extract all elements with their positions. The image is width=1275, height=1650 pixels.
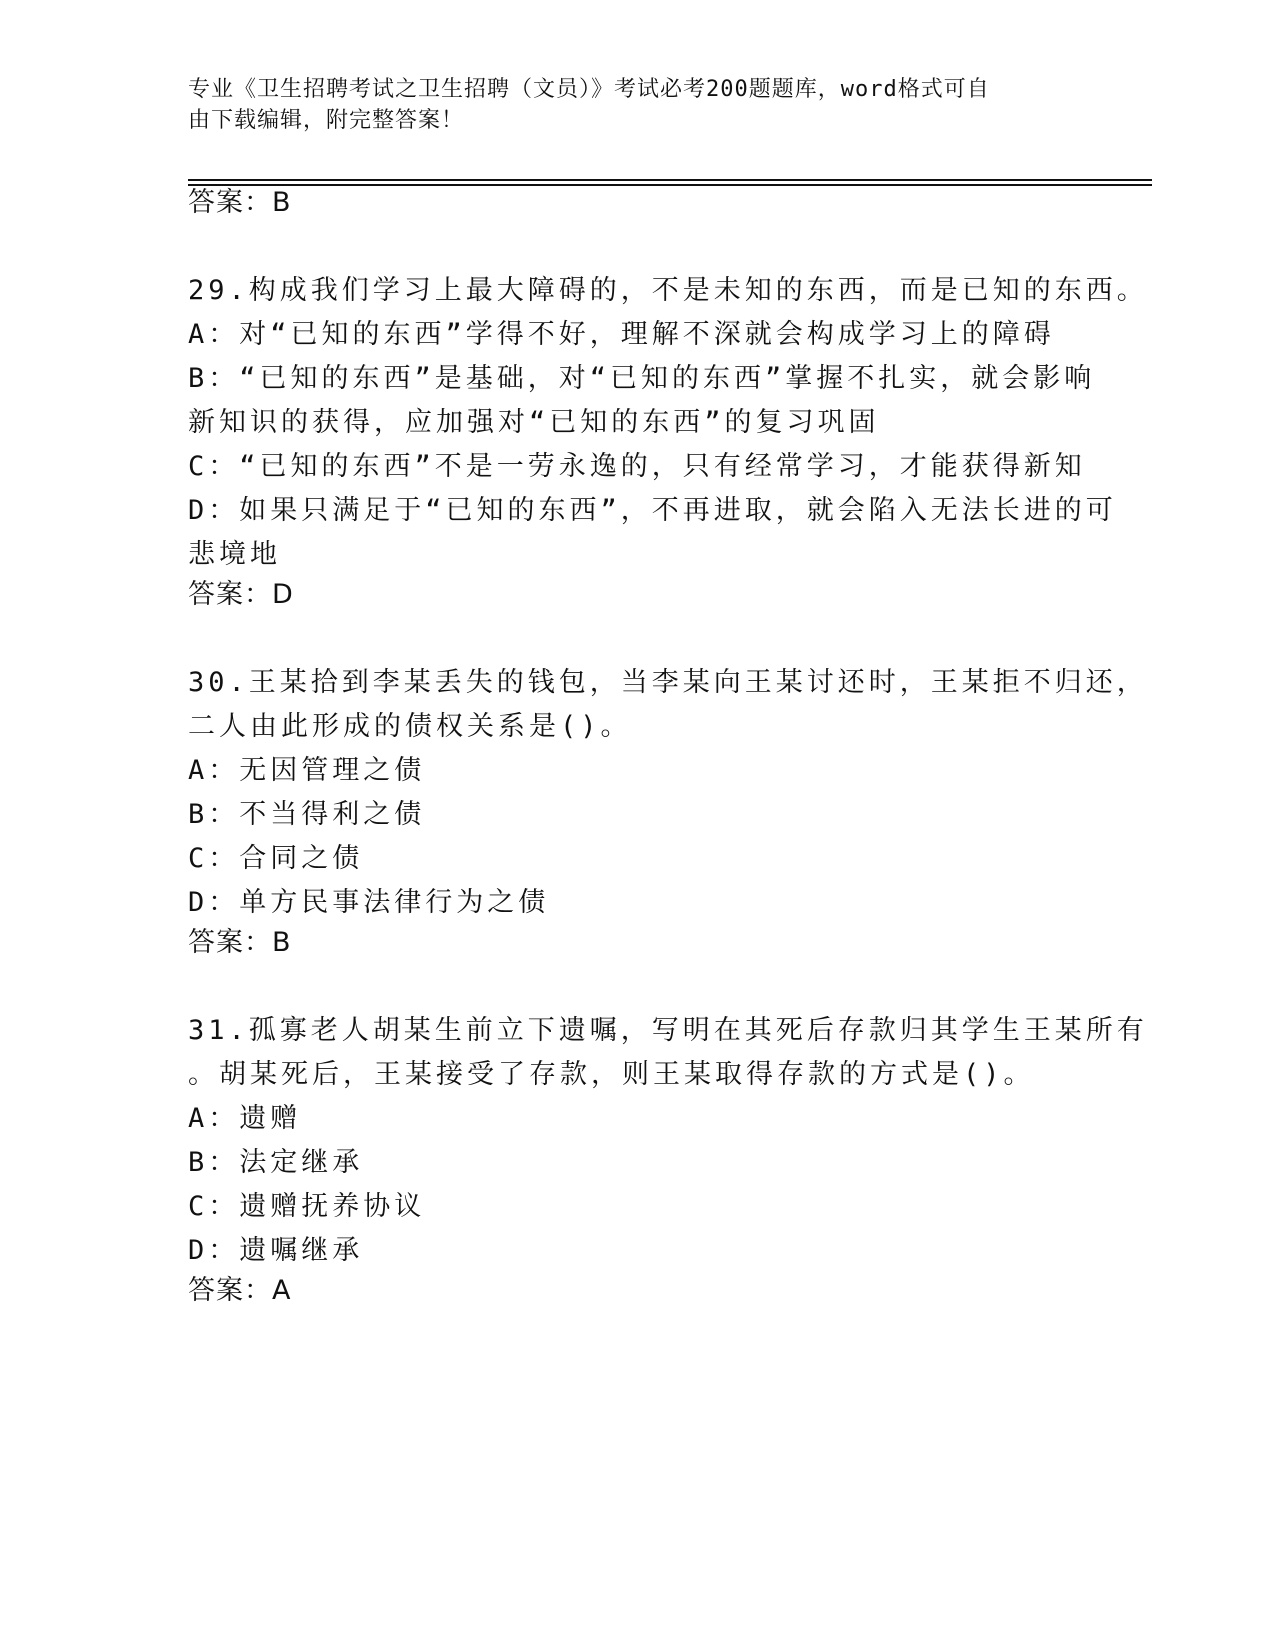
question-31-option-a: A：遗赠 bbox=[188, 1103, 302, 1134]
question-29-option-a: A：对“已知的东西”学得不好，理解不深就会构成学习上的障碍 bbox=[188, 319, 1055, 350]
header-rule-bottom bbox=[188, 184, 1152, 186]
question-29-option-d-line-1: D：如果只满足于“已知的东西”，不再进取，就会陷入无法长进的可 bbox=[188, 495, 1117, 526]
question-29-option-c: C：“已知的东西”不是一劳永逸的，只有经常学习，才能获得新知 bbox=[188, 451, 1086, 482]
question-30-option-d: D：单方民事法律行为之债 bbox=[188, 887, 550, 918]
question-30-stem-line-1: 30.王某拾到李某丢失的钱包，当李某向王某讨还时，王某拒不归还， bbox=[188, 667, 1148, 698]
question-31-option-c: C：遗赠抚养协议 bbox=[188, 1191, 426, 1222]
question-30-option-b: B：不当得利之债 bbox=[188, 799, 426, 830]
question-29-option-b-line-1: B：“已知的东西”是基础，对“已知的东西”掌握不扎实，就会影响 bbox=[188, 363, 1096, 394]
question-30-stem-line-2: 二人由此形成的债权关系是()。 bbox=[188, 711, 632, 742]
question-31-option-b: B：法定继承 bbox=[188, 1147, 364, 1178]
page-header bbox=[188, 74, 1078, 136]
answer-30: 答案：B bbox=[188, 927, 292, 958]
header-rule-top bbox=[188, 179, 1152, 181]
answer-28: 答案：B bbox=[188, 187, 292, 218]
question-29-option-b-line-2: 新知识的获得，应加强对“已知的东西”的复习巩固 bbox=[188, 407, 880, 438]
question-31-stem-line-1: 31.孤寡老人胡某生前立下遗嘱，写明在其死后存款归其学生王某所有 bbox=[188, 1015, 1148, 1046]
question-30-option-c: C：合同之债 bbox=[188, 843, 364, 874]
question-29-stem: 29.构成我们学习上最大障碍的，不是未知的东西，而是已知的东西。 bbox=[188, 275, 1148, 306]
header-line-1: 专业《卫生招聘考试之卫生招聘（文员）》考试必考200题题库，word格式可自 bbox=[188, 77, 990, 102]
question-31-stem-line-2: 。胡某死后，王某接受了存款，则王某取得存款的方式是()。 bbox=[188, 1059, 1035, 1090]
answer-29: 答案：D bbox=[188, 579, 294, 610]
header-line-2: 由下载编辑，附完整答案！ bbox=[188, 108, 465, 133]
question-29-option-d-line-2: 悲境地 bbox=[188, 539, 281, 570]
question-30-option-a: A：无因管理之债 bbox=[188, 755, 426, 786]
question-31-option-d: D：遗嘱继承 bbox=[188, 1235, 364, 1266]
answer-31: 答案：A bbox=[188, 1275, 292, 1306]
